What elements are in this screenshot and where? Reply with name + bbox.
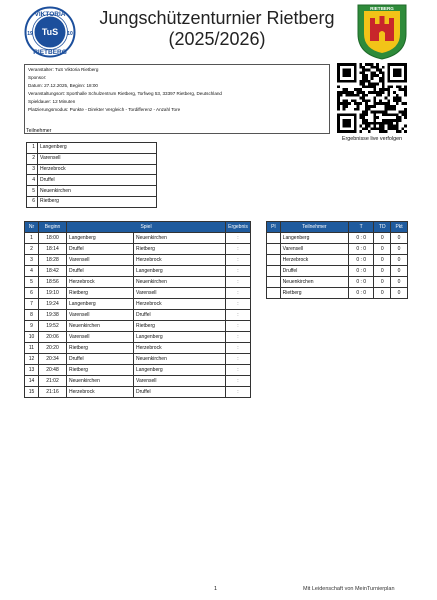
- match-away-team: Neuenkirchen: [134, 354, 226, 365]
- match-home-team: Herzebrock: [67, 277, 134, 288]
- match-row: [25, 332, 251, 343]
- standings-points: 0: [391, 244, 408, 255]
- standings-place: [267, 266, 281, 277]
- match-time: 19:52: [39, 321, 67, 332]
- match-number: 9: [25, 321, 39, 332]
- standings-place: [267, 233, 281, 244]
- team-name: Rietberg: [38, 196, 157, 207]
- standings-team: Langenberg: [280, 233, 348, 244]
- standings-team: Druffel: [280, 266, 348, 277]
- match-number: 13: [25, 365, 39, 376]
- match-number: 12: [25, 354, 39, 365]
- standings-points: 0: [391, 255, 408, 266]
- match-time: 18:42: [39, 266, 67, 277]
- team-row: [27, 164, 157, 175]
- match-result: :: [226, 332, 251, 343]
- match-result: :: [226, 343, 251, 354]
- match-row: [25, 354, 251, 365]
- match-result: :: [226, 376, 251, 387]
- match-result: :: [226, 365, 251, 376]
- team-row: [27, 153, 157, 164]
- match-result: :: [226, 387, 251, 398]
- logo-left-digits: 19: [27, 31, 33, 37]
- match-row: [25, 233, 251, 244]
- standings-team: Herzebrock: [280, 255, 348, 266]
- logo-center-text: TuS: [41, 27, 59, 37]
- logo-top-text: VIKTORIA: [34, 11, 66, 18]
- duration-text: Spieldauer: 12 Minuten: [28, 99, 76, 105]
- match-home-team: Langenberg: [67, 299, 134, 310]
- match-result: :: [226, 354, 251, 365]
- team-number: 5: [27, 186, 38, 197]
- standings-table: [266, 221, 408, 299]
- match-time: 18:28: [39, 255, 67, 266]
- col-game: Spiel: [67, 222, 226, 233]
- match-number: 8: [25, 310, 39, 321]
- standings-row: [267, 266, 408, 277]
- match-result: :: [226, 255, 251, 266]
- standings-points: 0: [391, 277, 408, 288]
- match-away-team: Rietberg: [134, 244, 226, 255]
- match-header-row: [25, 222, 251, 233]
- standings-goal-diff: 0: [374, 255, 391, 266]
- standings-points: 0: [391, 288, 408, 299]
- match-row: [25, 321, 251, 332]
- match-row: [25, 255, 251, 266]
- team-row: [27, 143, 157, 154]
- match-result: :: [226, 277, 251, 288]
- col-goals: T: [349, 222, 374, 233]
- team-number: 6: [27, 196, 38, 207]
- match-row: [25, 244, 251, 255]
- logo-right-digits: 10: [67, 31, 73, 37]
- standings-row: [267, 277, 408, 288]
- team-number: 4: [27, 175, 38, 186]
- match-time: 21:02: [39, 376, 67, 387]
- club-logo: [24, 6, 76, 58]
- logo-bottom-text: RIETBERG: [33, 49, 67, 56]
- event-info-box: [24, 64, 330, 134]
- team-name: Herzebrock: [38, 164, 157, 175]
- team-row: [27, 175, 157, 186]
- standings-goals: 0 : 0: [349, 244, 374, 255]
- match-number: 2: [25, 244, 39, 255]
- qr-code[interactable]: [337, 63, 407, 133]
- col-nr: Nr: [25, 222, 39, 233]
- match-row: [25, 288, 251, 299]
- match-home-team: Rietberg: [67, 343, 134, 354]
- standings-goals: 0 : 0: [349, 233, 374, 244]
- match-home-team: Varensell: [67, 255, 134, 266]
- match-row: [25, 387, 251, 398]
- match-home-team: Rietberg: [67, 288, 134, 299]
- col-begin: Beginn: [39, 222, 67, 233]
- team-name: Neuenkirchen: [38, 186, 157, 197]
- standings-goals: 0 : 0: [349, 288, 374, 299]
- match-time: 20:06: [39, 332, 67, 343]
- standings-goals: 0 : 0: [349, 266, 374, 277]
- col-result: Ergebnis: [226, 222, 251, 233]
- match-result: :: [226, 244, 251, 255]
- title-line-2: (2025/2026): [168, 29, 266, 49]
- match-home-team: Druffel: [67, 266, 134, 277]
- match-away-team: Varensell: [134, 376, 226, 387]
- match-number: 3: [25, 255, 39, 266]
- match-away-team: Neuenkirchen: [134, 233, 226, 244]
- match-away-team: Druffel: [134, 387, 226, 398]
- match-row: [25, 343, 251, 354]
- match-row: [25, 299, 251, 310]
- standings-row: [267, 288, 408, 299]
- match-number: 6: [25, 288, 39, 299]
- match-time: 18:00: [39, 233, 67, 244]
- standings-goals: 0 : 0: [349, 277, 374, 288]
- standings-team: Neuenkirchen: [280, 277, 348, 288]
- team-name: Langenberg: [38, 143, 157, 154]
- standings-goal-diff: 0: [374, 277, 391, 288]
- teams-heading: Teilnehmer: [26, 128, 52, 134]
- match-row: [25, 376, 251, 387]
- match-away-team: Herzebrock: [134, 299, 226, 310]
- match-away-team: Varensell: [134, 288, 226, 299]
- team-number: 2: [27, 153, 38, 164]
- standings-header-row: [267, 222, 408, 233]
- match-time: 20:20: [39, 343, 67, 354]
- page-title: [80, 8, 354, 50]
- match-row: [25, 365, 251, 376]
- standings-place: [267, 255, 281, 266]
- match-result: :: [226, 266, 251, 277]
- match-away-team: Druffel: [134, 310, 226, 321]
- match-time: 18:14: [39, 244, 67, 255]
- match-time: 19:38: [39, 310, 67, 321]
- match-away-team: Langenberg: [134, 266, 226, 277]
- standings-goal-diff: 0: [374, 233, 391, 244]
- match-number: 1: [25, 233, 39, 244]
- match-row: [25, 310, 251, 321]
- standings-points: 0: [391, 233, 408, 244]
- match-time: 19:24: [39, 299, 67, 310]
- sponsor-text: Sponsor:: [28, 75, 47, 81]
- match-row: [25, 277, 251, 288]
- match-away-team: Herzebrock: [134, 343, 226, 354]
- date-text: Datum: 27.12.2025, Beginn: 18:00: [28, 83, 98, 89]
- team-number: 1: [27, 143, 38, 154]
- match-home-team: Neuenkirchen: [67, 321, 134, 332]
- match-home-team: Rietberg: [67, 365, 134, 376]
- standings-place: [267, 288, 281, 299]
- town-crest: [357, 4, 407, 60]
- match-time: 20:48: [39, 365, 67, 376]
- standings-points: 0: [391, 266, 408, 277]
- match-away-team: Rietberg: [134, 321, 226, 332]
- match-number: 10: [25, 332, 39, 343]
- standings-team: Rietberg: [280, 288, 348, 299]
- standings-row: [267, 233, 408, 244]
- standings-row: [267, 244, 408, 255]
- title-line-1: Jungschützenturnier Rietberg: [99, 8, 335, 28]
- col-points: Pkt: [391, 222, 408, 233]
- match-away-team: Langenberg: [134, 365, 226, 376]
- standings-place: [267, 277, 281, 288]
- match-number: 15: [25, 387, 39, 398]
- match-result: :: [226, 321, 251, 332]
- col-team: Teilnehmer: [280, 222, 348, 233]
- team-name: Druffel: [38, 175, 157, 186]
- page-number: 1: [214, 586, 218, 592]
- footer-credit: Mit Leidenschaft von MeinTurnierplan: [303, 586, 395, 592]
- standings-goal-diff: 0: [374, 266, 391, 277]
- match-home-team: Herzebrock: [67, 387, 134, 398]
- standings-goal-diff: 0: [374, 244, 391, 255]
- standings-goal-diff: 0: [374, 288, 391, 299]
- match-number: 5: [25, 277, 39, 288]
- match-result: :: [226, 233, 251, 244]
- team-row: [27, 186, 157, 197]
- match-time: 21:16: [39, 387, 67, 398]
- placement-text: Platzierungsmodus: Punkte - Direkter Vergleich - Tordifferenz - Anzahl Tore: [28, 107, 181, 113]
- match-time: 19:10: [39, 288, 67, 299]
- match-result: :: [226, 310, 251, 321]
- match-number: 11: [25, 343, 39, 354]
- col-place: Pl: [267, 222, 281, 233]
- standings-goals: 0 : 0: [349, 255, 374, 266]
- match-home-team: Varensell: [67, 332, 134, 343]
- team-number: 3: [27, 164, 38, 175]
- crest-text: RIETBERG: [370, 6, 394, 12]
- venue-text: Veranstaltungsort: Sporthalle Schulzentrum Rietberg, Torfweg 53, 33397 Rietberg, Deutschland: [28, 91, 222, 97]
- match-result: :: [226, 299, 251, 310]
- match-away-team: Herzebrock: [134, 255, 226, 266]
- match-row: [25, 266, 251, 277]
- match-home-team: Druffel: [67, 244, 134, 255]
- match-time: 18:56: [39, 277, 67, 288]
- match-away-team: Langenberg: [134, 332, 226, 343]
- match-number: 7: [25, 299, 39, 310]
- match-time: 20:34: [39, 354, 67, 365]
- match-home-team: Druffel: [67, 354, 134, 365]
- match-schedule-table: [24, 221, 251, 398]
- match-number: 14: [25, 376, 39, 387]
- match-home-team: Varensell: [67, 310, 134, 321]
- qr-caption: Ergebnisse live verfolgen: [341, 136, 403, 142]
- teams-table: [26, 142, 157, 208]
- match-home-team: Neuenkirchen: [67, 376, 134, 387]
- standings-row: [267, 255, 408, 266]
- organizer-text: Veranstalter: TuS Viktoria Rietberg: [28, 67, 99, 72]
- standings-place: [267, 244, 281, 255]
- match-away-team: Neuenkirchen: [134, 277, 226, 288]
- standings-team: Varensell: [280, 244, 348, 255]
- match-home-team: Langenberg: [67, 233, 134, 244]
- match-result: :: [226, 288, 251, 299]
- team-row: [27, 196, 157, 207]
- match-number: 4: [25, 266, 39, 277]
- col-goal-diff: TD: [374, 222, 391, 233]
- team-name: Varensell: [38, 153, 157, 164]
